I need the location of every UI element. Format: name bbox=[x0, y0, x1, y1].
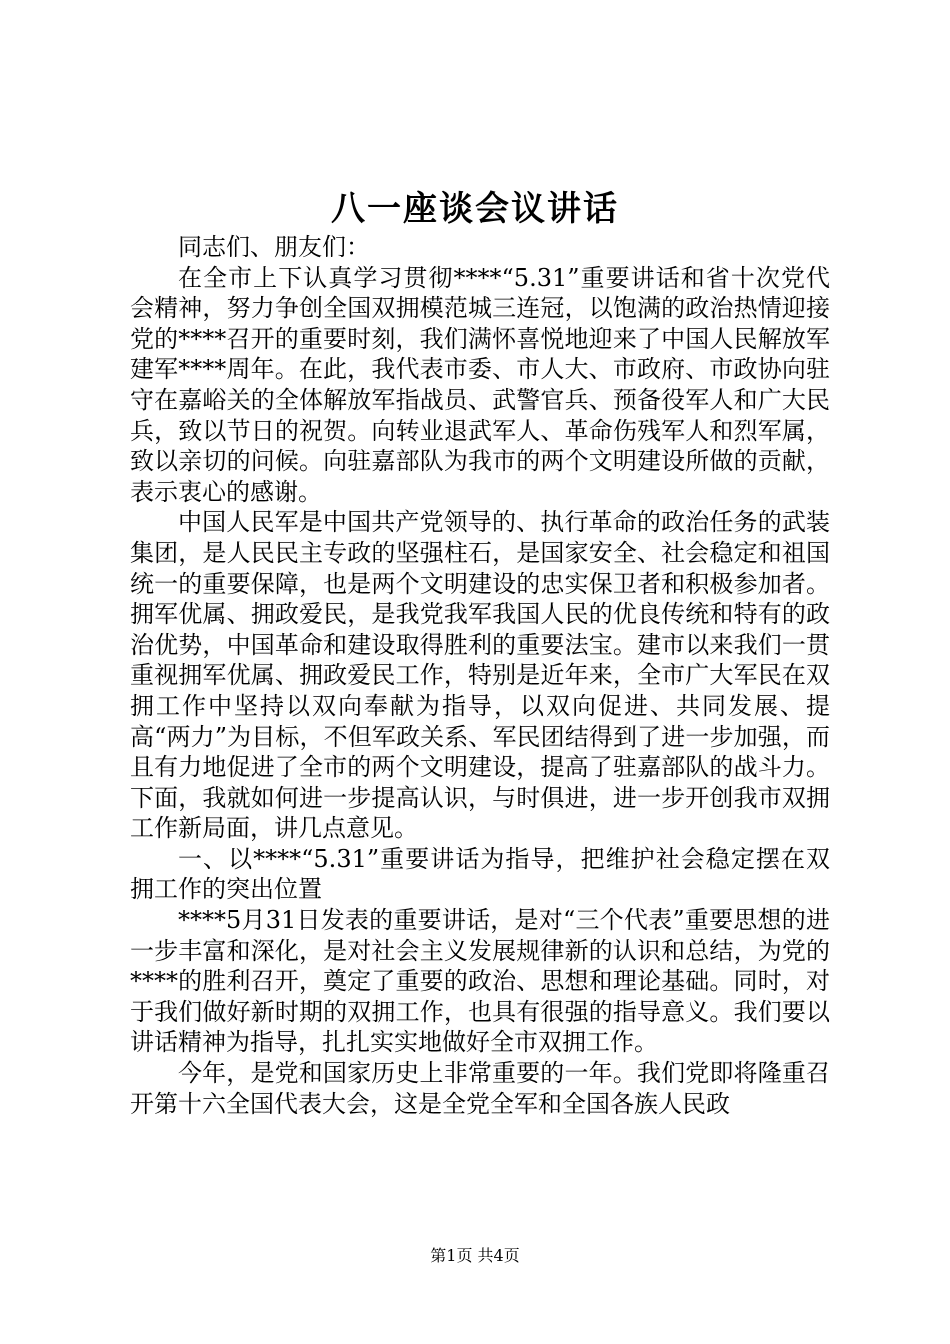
paragraph-this-year: 今年，是党和国家历史上非常重要的一年。我们党即将隆重召开第十六全国代表大会，这是全党全军和全国各族人民政 bbox=[130, 1059, 830, 1118]
document-title: 八一座谈会议讲话 bbox=[331, 189, 619, 229]
salutation: 同志们、朋友们： bbox=[178, 233, 370, 261]
paragraph-opening: 在全市上下认真学习贯彻****“5.31”重要讲话和省十次党代会精神，努力争创全国双拥模范城三连冠，以饱满的政治热情迎接党的****召开的重要时刻，我们满怀喜悦地迎来了中国人民解放军建军****周年。在此，我代表市委、市人大、市政府、市政协向驻守在嘉峪关的全体解放军指战员、武警官兵、预备役军人和广大民兵，致以节日的祝贺。向转业退武军人、革命伤残军人和烈军属，致以亲切的问候。向驻嘉部队为我市的两个文明建设所做的贡献，表示衷心的感谢。 bbox=[130, 263, 830, 506]
page-number-footer: 第1页 共4页 bbox=[430, 1246, 520, 1265]
paragraph-speech-guidance: ****5月31日发表的重要讲话，是对“三个代表”重要思想的进一步丰富和深化，是对社会主义发展规律新的认识和总结，为党的****的胜利召开，奠定了重要的政治、思想和理论基础。同时，对于我们做好新时期的双拥工作，也具有很强的指导意义。我们要以讲话精神为指导，扎扎实实地做好全市双拥工作。 bbox=[130, 906, 830, 1057]
section-heading-1: 一、以****“5.31”重要讲话为指导，把维护社会稳定摆在双拥工作的突出位置 bbox=[130, 844, 830, 904]
document-body bbox=[130, 232, 830, 1119]
paragraph-army-role: 中国人民军是中国共产党领导的、执行革命的政治任务的武装集团，是人民民主专政的坚强柱石，是国家安全、社会稳定和祖国统一的重要保障，也是两个文明建设的忠实保卫者和积极参加者。拥军优属、拥政爱民，是我党我军我国人民的优良传统和特有的政治优势，中国革命和建设取得胜利的重要法宝。建市以来我们一贯重视拥军优属、拥政爱民工作，特别是近年来，全市广大军民在双拥工作中坚持以双向奉献为指导，以双向促进、共同发展、提高“两力”为目标，不但军政关系、军民团结得到了进一步加强，而且有力地促进了全市的两个文明建设，提高了驻嘉部队的战斗力。下面，我就如何进一步提高认识，与时俱进，进一步开创我市双拥工作新局面，讲几点意见。 bbox=[130, 508, 830, 843]
